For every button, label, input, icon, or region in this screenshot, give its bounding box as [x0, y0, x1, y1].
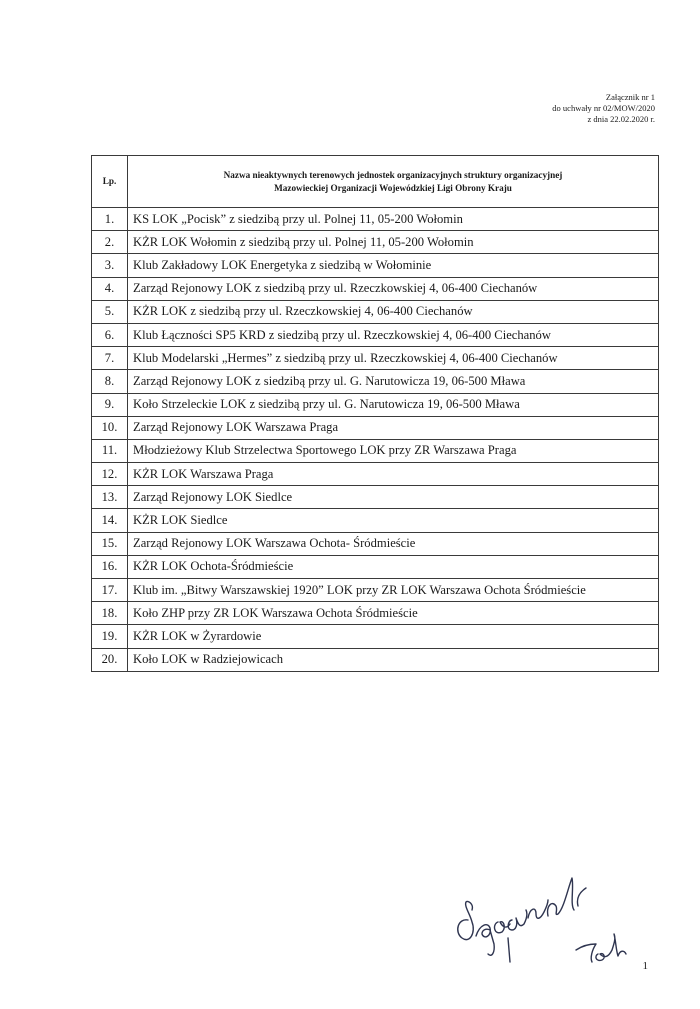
annex-reference: [552, 92, 655, 125]
unit-name: Zarząd Rejonowy LOK z siedzibą przy ul. Rzeczkowskiej 4, 06-400 Ciechanów: [128, 277, 659, 300]
row-number: 13.: [92, 486, 128, 509]
unit-name: Zarząd Rejonowy LOK z siedzibą przy ul. G. Narutowicza 19, 06-500 Mława: [128, 370, 659, 393]
unit-name: Klub Zakładowy LOK Energetyka z siedzibą w Wołominie: [128, 254, 659, 277]
unit-name: Koło Strzeleckie LOK z siedzibą przy ul. G. Narutowicza 19, 06-500 Mława: [128, 393, 659, 416]
column-header-name-line2: Mazowieckiej Organizacji Wojewódzkiej Ligi Obrony Kraju: [274, 182, 512, 193]
annex-resolution: do uchwały nr 02/MOW/2020: [552, 103, 655, 113]
table-row: [92, 208, 659, 231]
table-row: [92, 347, 659, 370]
row-number: 16.: [92, 555, 128, 578]
table-row: [92, 486, 659, 509]
table-row: [92, 602, 659, 625]
table-row: [92, 439, 659, 462]
row-number: 1.: [92, 208, 128, 231]
table-row: [92, 509, 659, 532]
inactive-units-table: [91, 155, 659, 672]
row-number: 7.: [92, 347, 128, 370]
unit-name: KŻR LOK w Żyrardowie: [128, 625, 659, 648]
row-number: 9.: [92, 393, 128, 416]
column-header-name-line1: Nazwa nieaktywnych terenowych jednostek organizacyjnych struktury organizacyjnej: [223, 169, 563, 180]
table-row: [92, 231, 659, 254]
table-row: [92, 323, 659, 346]
table-row: [92, 254, 659, 277]
unit-name: KŻR LOK Wołomin z siedzibą przy ul. Polnej 11, 05-200 Wołomin: [128, 231, 659, 254]
column-header-name: [128, 156, 659, 208]
annex-date: z dnia 22.02.2020 r.: [587, 114, 655, 124]
unit-name: KŻR LOK Siedlce: [128, 509, 659, 532]
unit-name: KŻR LOK Ochota-Śródmieście: [128, 555, 659, 578]
table-row: [92, 555, 659, 578]
page-number: 1: [642, 960, 648, 972]
unit-name: KŻR LOK z siedzibą przy ul. Rzeczkowskiej 4, 06-400 Ciechanów: [128, 300, 659, 323]
unit-name: Zarząd Rejonowy LOK Warszawa Ochota- Śródmieście: [128, 532, 659, 555]
column-header-lp: Lp.: [92, 156, 128, 208]
unit-name: Klub Modelarski „Hermes” z siedzibą przy ul. Rzeczkowskiej 4, 06-400 Ciechanów: [128, 347, 659, 370]
table-row: [92, 463, 659, 486]
row-number: 17.: [92, 579, 128, 602]
unit-name: Klub Łączności SP5 KRD z siedzibą przy ul. Rzeczkowskiej 4, 06-400 Ciechanów: [128, 323, 659, 346]
handwritten-signature: [440, 858, 640, 978]
table-row: [92, 532, 659, 555]
unit-name: KŻR LOK Warszawa Praga: [128, 463, 659, 486]
row-number: 4.: [92, 277, 128, 300]
unit-name: Klub im. „Bitwy Warszawskiej 1920” LOK przy ZR LOK Warszawa Ochota Śródmieście: [128, 579, 659, 602]
row-number: 2.: [92, 231, 128, 254]
row-number: 10.: [92, 416, 128, 439]
row-number: 12.: [92, 463, 128, 486]
table-row: [92, 393, 659, 416]
unit-name: Młodzieżowy Klub Strzelectwa Sportowego LOK przy ZR Warszawa Praga: [128, 439, 659, 462]
table-header-row: [92, 156, 659, 208]
table-row: [92, 277, 659, 300]
row-number: 20.: [92, 648, 128, 671]
unit-name: Koło LOK w Radziejowicach: [128, 648, 659, 671]
row-number: 3.: [92, 254, 128, 277]
row-number: 5.: [92, 300, 128, 323]
table-row: [92, 416, 659, 439]
table-row: [92, 579, 659, 602]
row-number: 15.: [92, 532, 128, 555]
unit-name: KS LOK „Pocisk” z siedzibą przy ul. Polnej 11, 05-200 Wołomin: [128, 208, 659, 231]
table-row: [92, 648, 659, 671]
unit-name: Koło ZHP przy ZR LOK Warszawa Ochota Śródmieście: [128, 602, 659, 625]
row-number: 11.: [92, 439, 128, 462]
unit-name: Zarząd Rejonowy LOK Warszawa Praga: [128, 416, 659, 439]
row-number: 14.: [92, 509, 128, 532]
row-number: 8.: [92, 370, 128, 393]
row-number: 18.: [92, 602, 128, 625]
row-number: 6.: [92, 323, 128, 346]
unit-name: Zarząd Rejonowy LOK Siedlce: [128, 486, 659, 509]
table-row: [92, 300, 659, 323]
table-row: [92, 625, 659, 648]
table-row: [92, 370, 659, 393]
row-number: 19.: [92, 625, 128, 648]
annex-title: Załącznik nr 1: [605, 92, 655, 102]
